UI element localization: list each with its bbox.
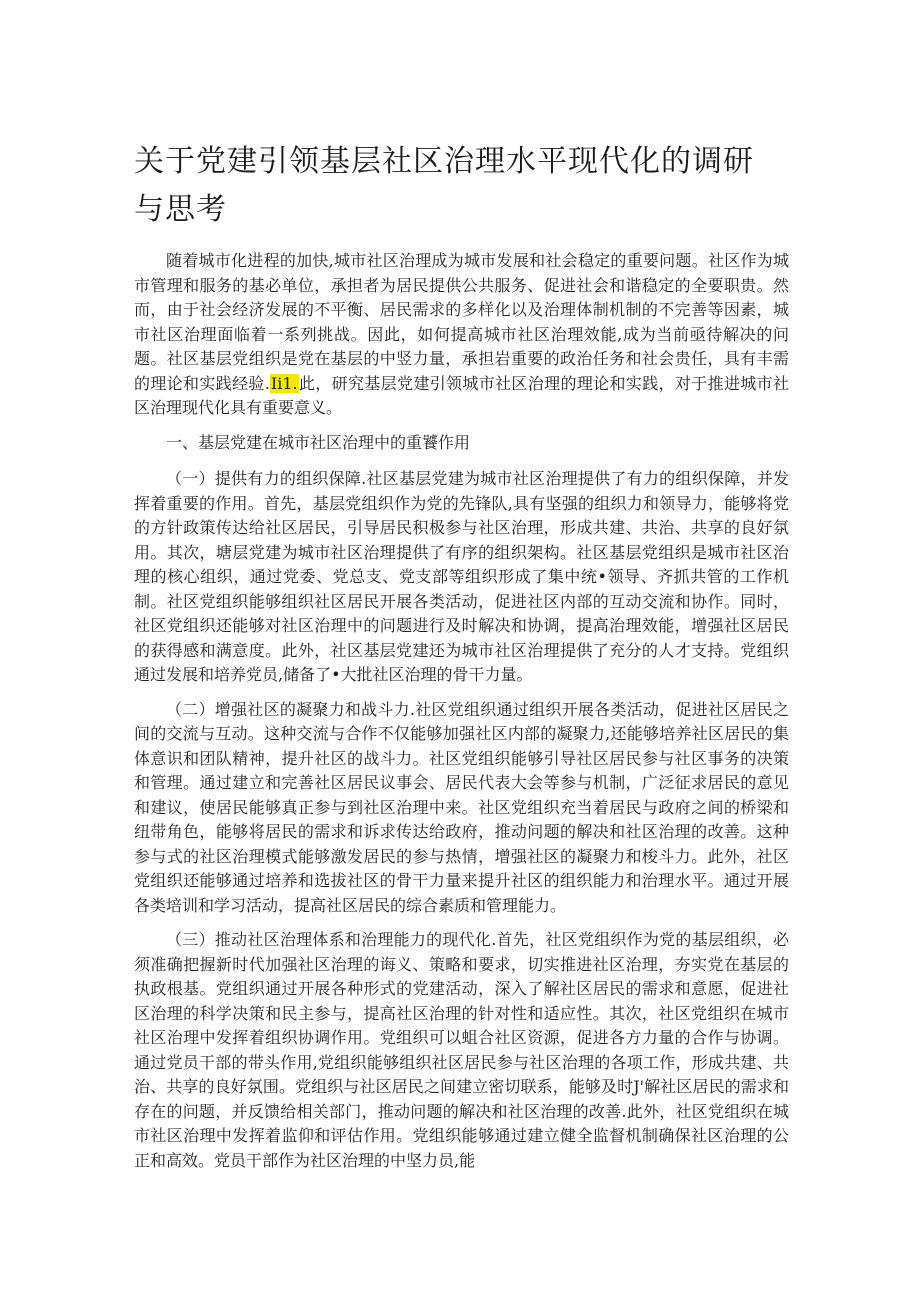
document-title: 关于党建引领基层社区治理水平现代化的调研与思考: [134, 144, 754, 227]
highlighted-mark: Ii1.: [270, 373, 298, 393]
document-body: [134, 249, 789, 1183]
section-heading: 一、基层党建在城市社区治理中的重饕作用: [166, 432, 471, 452]
intro-text-before: 随着城市化进程的加快,城市社区治理成为城市发展和社会稳定的重要问题。社区作为城市管理和服务的基必单位，承担者为居民提供公共服务、促进社会和谐稳定的全要职贵。然而，由于社会经济发展的不平衡、居民需求的多样化以及治理体制机制的不完善等因素，城市社区治理面临着一系列挑战。因此，如何提高城市社区治理效能,成为当前亟待解决的问题。社区基层党组织是党在基层的中竖力量，承担岩重要的政治任务和社会贵任，具有丰需的理论和实践经验.: [134, 251, 789, 393]
paragraph-organizational-support: （一）提供有力的组织保障.社区基层党建为城市社区治理提供了有力的组织保障，并发挥着重要的作用。首先，基层党组织作为党的先锋队,具有坚强的组织力和领导力，能够将党的方针政策传达给社区居民，引导居民积极参与社区治理，形成共建、共治、共享的良好氛用。其次，塘层党建为城市社区治理提供了有序的组织架构。社区基层党组织是城市社区治理的核心组织，通过党委、党总支、党支部等组织形成了集中统•领导、齐抓共管的工作机制。社区党组织能够组织社区居民开展各类活动，促进社区内部的互动交流和协作。同时，社区党组织还能够对社区治理中的问题进行及时解决和协调，提高治理效能，增强社区居民的获得感和满意度。此外，社区基层党建还为城市社区治理提供了充分的人才支持。党组织通过发展和培养党员,储备了•大批社区治理的骨干力量。: [134, 469, 789, 684]
paragraph-cohesion: （二）增强社区的凝聚力和战斗力.社区党组织通过组织开展各类活动，促进社区居民之间的交流与互动。这种交流与合作不仅能够加强社区内部的凝聚力,还能够培养社区居民的集体意识和团队精神，提升社区的战斗力。社区党组织能够引导社区居民参与社区事务的决策和管理。通过建立和完善社区居民议事会、居民代表大会等参与机制，广泛征求居民的意见和建议，使居民能够真正参与到社区治理中来。社区党组织充当着居民与政府之间的桥梁和纽带角色，能够将居民的需求和诉求传达给政府，推动问题的解决和社区治理的改善。这种参与式的社区治理模式能够激发居民的参与热情，增强社区的凝聚力和梭斗力。此外，社区党组织还能够通过培养和选拔社区的骨干力量来提升社区的组织能力和治理水平。通过开展各类培训和学习活动，提高社区居民的综合素质和管理能力。: [134, 699, 789, 915]
intro-text-after: 此，研究基层党建引领城市社区治理的理论和实践，对于推进城市社区治理现代化具有重要意义。: [134, 373, 789, 417]
paragraph-modernization: （三）推动社区治理体系和治理能力的现代化.首先，社区党组织作为党的基层组织，必须准确把握新时代加强社区治理的诲义、策略和要求，切实推进社区治理，夯实党在基层的执政根基。党组织通过开展各种形式的党建活动，深入了解社区居民的需求和意愿，促进社区治理的科学决策和民主参与，提高社区治理的针对性和适应性。其次，社区党组织在城市社区治理中发挥着组织协调作用。党组织可以蛆合社区资源，促进各方力量的合作与协调。通过党员干部的带头作用,党组织能够组织社区居民参与社区治理的各项工作，形成共建、共治、共享的良好氛围。党组织与社区居民之间建立密切联系，能够及时J'解社区居民的需求和存在的问题，并反馈给相关部门，推动问题的解决和社区治理的改善.此外，社区党组织在城市社区治理中发挥着监仰和评估作用。党组织能够通过建立健全监督机制确保社区治理的公正和高效。党员干部作为社区治理的中坚力员,能: [134, 930, 789, 1170]
intro-paragraph: [134, 249, 789, 421]
